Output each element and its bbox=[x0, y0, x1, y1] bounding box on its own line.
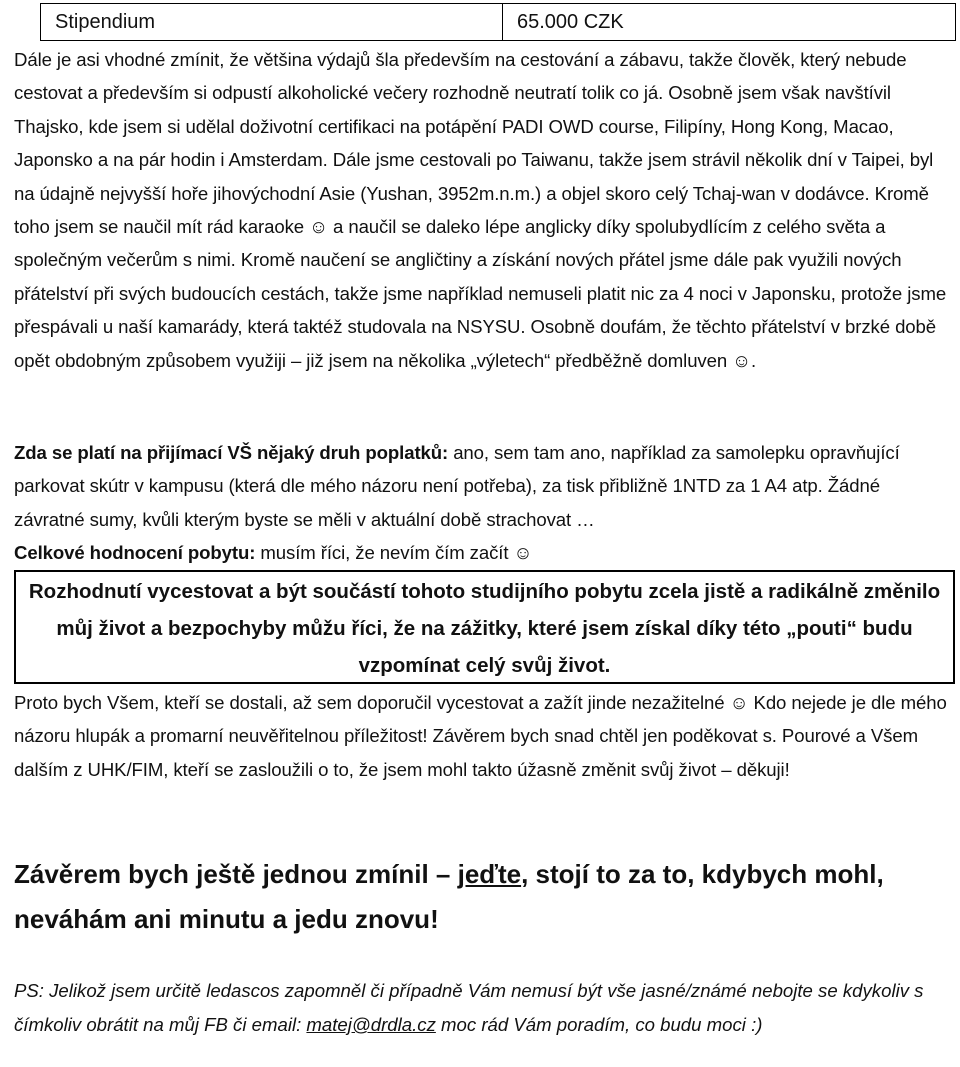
expenses-travel-paragraph: Dále je asi vhodné zmínit, že většina výdajů šla především na cestování a zábavu, takže člověk, který nebude cestovat a především si odpustí alkoholické večery rozhodně neutratí tolik co já. Osobně jsem však navštívil Thajsko, kde jsem si udělal doživotní certifikaci na potápění PADI OWD course, Filipíny, Hong Kong, Macao, Japonsko a na pár hodin i Amsterdam. Dále jsme cestovali po Taiwanu, takže jsem strávil několik dní v Taipei, byl na údajně nejvyšší hoře jihovýchodní Asie (Yushan, 3952m.n.m.) a objel skoro celý Tchaj-wan v dodávce. Kromě toho jsem se naučil mít rád karaoke ☺ a naučil se daleko lépe anglicky díky spolubydlícím z celého světa a společným večerům s nimi. Kromě naučení se angličtiny a získání nových přátel jsme dále pak využili nových přátelství při svých budoucích cestách, takže jsme například nemuseli platit nic za 4 noci v Japonsku, protože jsme přespávali u naší kamarády, která taktéž studovala na NSYSU. Osobně doufám, že těchto přátelství v brzké době opět obdobným způsobem využiji – již jsem na několika „výletech“ předběžně domluven ☺. bbox=[14, 49, 947, 371]
closing-before: Závěrem bych ještě jednou zmínil – bbox=[14, 859, 458, 889]
overall-rating-paragraph bbox=[14, 536, 954, 569]
ps-after: moc rád Vám poradím, co budu moci :) bbox=[435, 1014, 763, 1035]
fees-paragraph bbox=[14, 436, 954, 536]
highlight-quote-box: Rozhodnutí vycestovat a být součástí tohoto studijního pobytu zcela jistě a radikálně změnilo můj život a bezpochyby můžu říci, že na zážitky, které jsem získal díky této „pouti“ budu vzpomínat celý svůj život. bbox=[14, 570, 955, 684]
stipend-table-row bbox=[40, 3, 956, 41]
postscript-paragraph bbox=[14, 974, 954, 1042]
fees-question: Zda se platí na přijímací VŠ nějaký druh poplatků: bbox=[14, 442, 449, 463]
fees-answer: ano, sem tam ano, například za samolepku opravňující parkovat skútr v kampusu (která dle mého názoru není potřeba), za tisk přibližně 1NTD za 1 A4 atp. Žádné závratné sumy, kvůli kterým byste se měli v aktuální době strachovat … bbox=[14, 442, 900, 530]
closing-after: , stojí to za to, kdybych mohl, neváhám ani minutu a jedu znovu! bbox=[14, 859, 884, 934]
ps-before: PS: Jelikož jsem určitě ledascos zapomněl či případně Vám nemusí být vše jasné/známé nebojte se kdykoliv s čímkoliv obrátit na můj FB či email: bbox=[14, 980, 924, 1035]
recommendation-paragraph: Proto bych Všem, kteří se dostali, až sem doporučil vycestovat a zažít jinde nezažitelné ☺ Kdo nejede je dle mého názoru hlupák a promarní neuvěřitelnou příležitost! Závěrem bych snad chtěl jen poděkovat s. Pourové a Všem dalším z UHK/FIM, kteří se zasloužili o to, že jsem mohl takto úžasně změnit svůj život – děkuji! bbox=[14, 692, 947, 780]
closing-statement bbox=[14, 852, 954, 942]
overall-label: Celkové hodnocení pobytu: bbox=[14, 542, 256, 563]
closing-emphasis: jeďte bbox=[457, 859, 522, 889]
stipend-value: 65.000 CZK bbox=[517, 11, 624, 33]
stipend-label: Stipendium bbox=[41, 4, 503, 40]
email-link[interactable]: matej@drdla.cz bbox=[306, 1014, 436, 1035]
overall-text: musím říci, že nevím čím začít ☺ bbox=[255, 542, 533, 563]
